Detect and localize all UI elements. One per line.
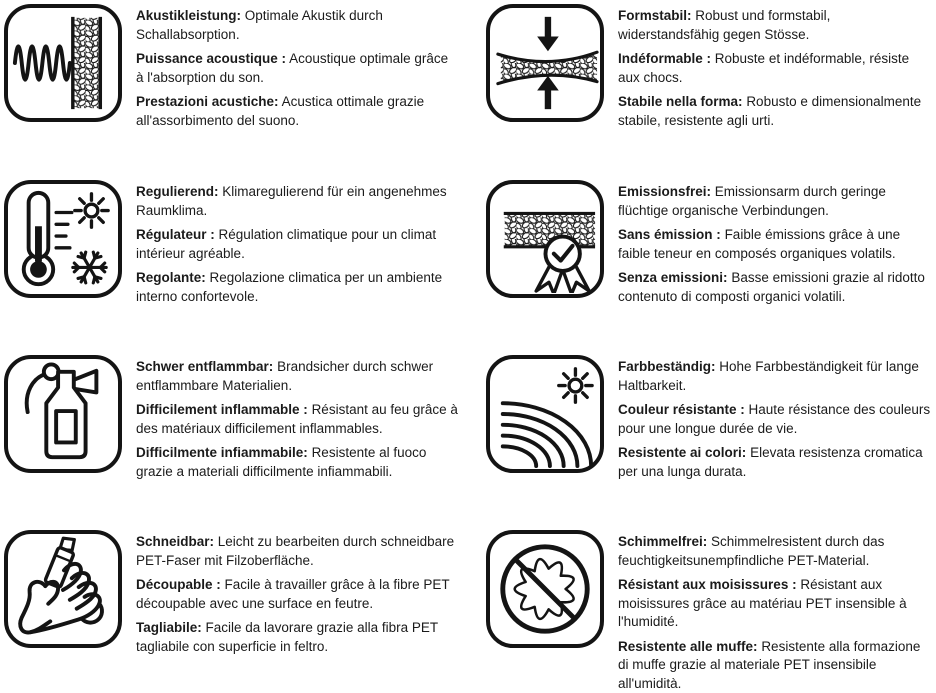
feature-flame-retardant [0,351,468,526]
hand-cutter-icon [4,530,122,648]
paragraph-it [618,93,933,130]
paragraph-it [618,269,933,306]
feature-emission-free [468,176,936,351]
paragraph-de [618,358,933,395]
paragraph-it [136,619,458,656]
paragraph-fr [618,576,933,632]
paragraph-fr [618,401,933,438]
text-it: Regolazione climatica per un ambiente interno confortevole. [136,270,442,304]
paragraph-it [618,638,933,693]
text-de: Robust und formstabil, widerstandsfähig gegen Stösse. [618,8,830,42]
paragraph-fr [136,50,458,87]
paragraph-de [618,533,933,570]
label-de: Akustikleistung: [136,8,241,23]
feature-acoustic [0,0,468,176]
text-fr: Robuste et indéformable, résiste aux chocs. [618,51,909,85]
feature-texts [136,180,458,306]
sound-absorption-icon [4,4,122,122]
rainbow-sun-icon [486,355,604,473]
paragraph-de [136,183,458,220]
text-de: Schimmelresistent durch das feuchtigkeitsunempfindliche PET-Material. [618,534,884,568]
label-it: Resistente alle muffe: [618,639,758,654]
label-fr: Couleur résistante : [618,402,745,417]
paragraph-it [136,93,458,130]
text-it: Resistente alla formazione di muffe grazie al materiale PET insensibile all'umidità. [618,639,920,691]
text-it: Acustica ottimale grazie all'assorbimento del suono. [136,94,424,128]
label-it: Regolante: [136,270,206,285]
text-it: Robusto e dimensionalmente stabile, resistente agli urti. [618,94,921,128]
text-de: Optimale Akustik durch Schallabsorption. [136,8,383,42]
label-de: Schwer entflammbar: [136,359,273,374]
label-it: Senza emissioni: [618,270,728,285]
paragraph-it [136,269,458,306]
feature-texts [136,355,458,481]
text-de: Emissionsarm durch geringe flüchtige organische Verbindungen. [618,184,886,218]
feature-mold-resistant [468,526,936,680]
paragraph-it [136,444,458,481]
text-fr: Faible émissions grâce à une faible teneur en composés organiques volatils. [618,227,900,261]
label-fr: Découpable : [136,577,221,592]
paragraph-de [136,358,458,395]
label-de: Formstabil: [618,8,692,23]
label-de: Regulierend: [136,184,219,199]
label-it: Resistente ai colori: [618,445,746,460]
text-fr: Acoustique optimale grâce à l'absorption du son. [136,51,448,85]
paragraph-fr [618,50,933,87]
label-it: Prestazioni acustiche: [136,94,279,109]
paragraph-de [618,7,933,44]
text-fr: Résistant aux moisissures grâce au matériau PET insensible à l'humidité. [618,577,907,629]
text-fr: Haute résistance des couleurs pour une longue durée de vie. [618,402,930,436]
label-de: Farbbeständig: [618,359,716,374]
text-it: Elevata resistenza cromatica per una lunga durata. [618,445,923,479]
feature-texts [618,355,933,481]
fire-extinguisher-icon [4,355,122,473]
text-de: Brandsicher durch schwer entflammbare Materialien. [136,359,433,393]
compression-resistance-icon [486,4,604,122]
label-fr: Sans émission : [618,227,721,242]
label-it: Tagliabile: [136,620,202,635]
text-fr: Régulation climatique pour un climat intérieur agréable. [136,227,436,261]
label-it: Difficilmente infiammabile: [136,445,308,460]
label-fr: Difficilement inflammable : [136,402,308,417]
feature-texts [618,530,933,693]
no-mold-icon [486,530,604,648]
label-de: Emissionsfrei: [618,184,711,199]
text-de: Leicht zu bearbeiten durch schneidbare PET-Faser mit Filzoberfläche. [136,534,454,568]
feature-texts [136,4,458,130]
label-fr: Puissance acoustique : [136,51,286,66]
feature-climate-regulating [0,176,468,351]
text-it: Resistente al fuoco grazie a materiali difficilmente infiammabili. [136,445,426,479]
label-it: Stabile nella forma: [618,94,743,109]
paragraph-fr [136,401,458,438]
label-fr: Régulateur : [136,227,215,242]
feature-texts [136,530,458,656]
label-fr: Résistant aux moisissures : [618,577,797,592]
paragraph-de [618,183,933,220]
low-emission-certificate-icon [486,180,604,298]
paragraph-de [136,7,458,44]
thermometer-climate-icon [4,180,122,298]
text-fr: Facile à travailler grâce à la fibre PET découpable avec une surface en feutre. [136,577,449,611]
paragraph-it [618,444,933,481]
text-it: Facile da lavorare grazie alla fibra PET tagliabile con superficie in feltro. [136,620,438,654]
text-fr: Résistant au feu grâce à des matériaux difficilement inflammables. [136,402,458,436]
paragraph-fr [136,576,458,613]
paragraph-fr [618,226,933,263]
paragraph-de [136,533,458,570]
text-de: Klimaregulierend für ein angenehmes Raumklima. [136,184,447,218]
feature-texts [618,180,933,306]
feature-shape-stable [468,0,936,176]
label-de: Schimmelfrei: [618,534,707,549]
label-fr: Indéformable : [618,51,711,66]
paragraph-fr [136,226,458,263]
label-de: Schneidbar: [136,534,214,549]
text-it: Basse emissioni grazie al ridotto contenuto di composti organici volatili. [618,270,925,304]
feature-texts [618,4,933,130]
text-de: Hohe Farbbeständigkeit für lange Haltbarkeit. [618,359,919,393]
feature-color-fast [468,351,936,526]
feature-cuttable [0,526,468,680]
